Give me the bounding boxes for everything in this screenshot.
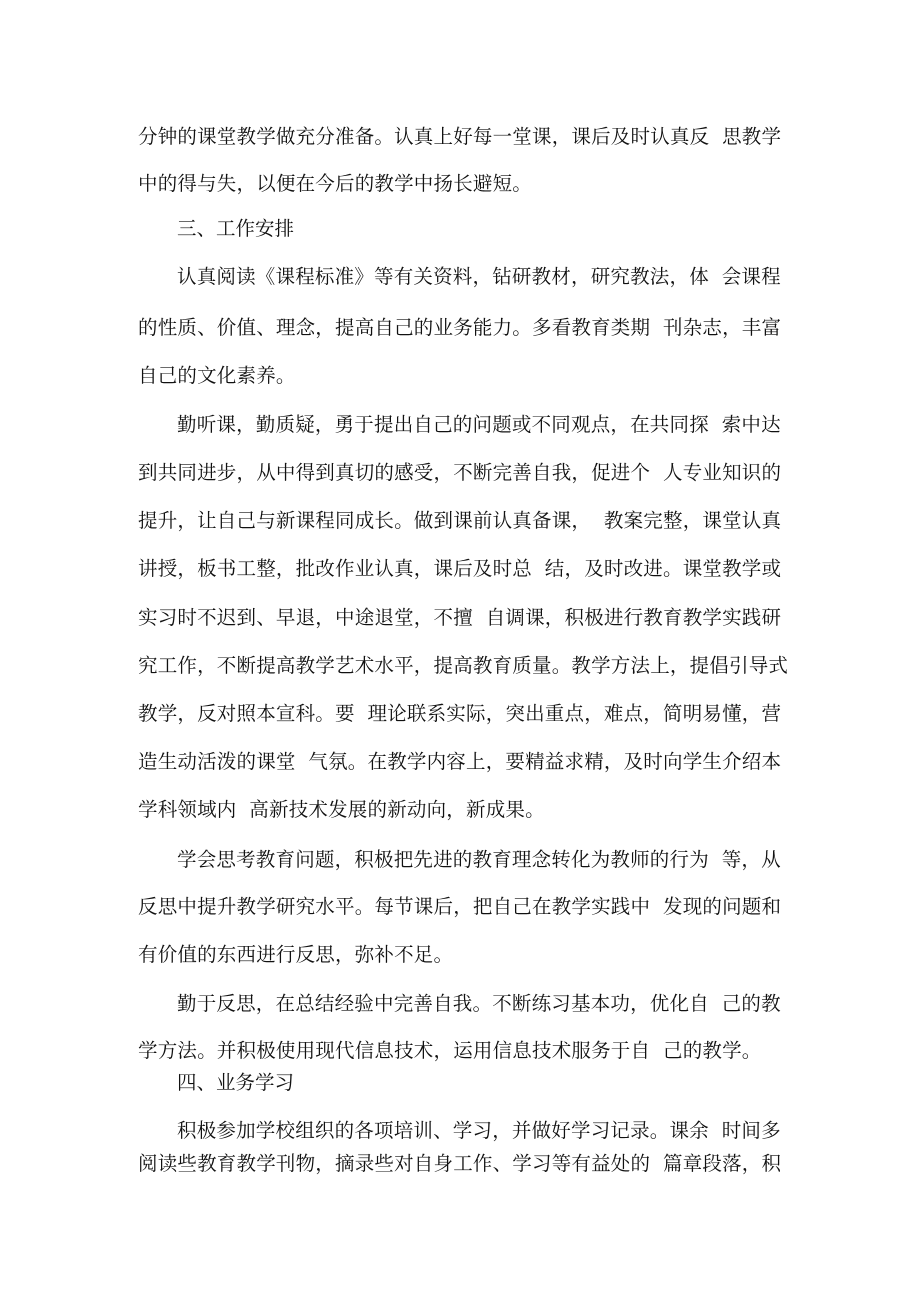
text-line: 教学，反对照本宣科。要 理论联系实际，突出重点，难点，简明易懂，营 <box>138 702 782 725</box>
text-line: 到共同进步，从中得到真切的感受，不断完善自我，促进个 人专业知识的 <box>138 461 782 484</box>
text-line: 学会思考教育问题，积极把先进的教育理念转化为教师的行为 等，从 <box>177 848 781 871</box>
text-line: 积极参加学校组织的各项培训、学习，并做好学习记录。课余 时间多 <box>177 1119 781 1142</box>
text-line: 勤于反思，在总结经验中完善自我。不断练习基本功，优化自 己的教 <box>177 992 781 1015</box>
text-line: 反思中提升教学研究水平。每节课后，把自己在教学实践中 发现的问题和 <box>138 895 782 918</box>
text-line: 勤听课，勤质疑，勇于提出自己的问题或不同观点，在共同探 索中达 <box>177 413 781 436</box>
text-line: 的性质、价值、理念，提高自己的业务能力。多看教育类期 刊杂志，丰富 <box>138 316 782 339</box>
text-line: 学科领域内 高新技术发展的新动向，新成果。 <box>138 798 545 821</box>
text-line: 实习时不迟到、早退，中途退堂，不擅 自调课，积极进行教育教学实践研 <box>138 606 782 629</box>
text-line: 讲授，板书工整，批改作业认真，课后及时总 结，及时改进。课堂教学或 <box>138 557 782 580</box>
section-heading-work-arrangement: 三、工作安排 <box>177 217 295 240</box>
text-line: 认真阅读《课程标准》等有关资料，钻研教材，研究教法，体 会课程 <box>177 265 781 288</box>
section-heading-professional-study: 四、业务学习 <box>177 1071 295 1094</box>
text-line: 学方法。并积极使用现代信息技术，运用信息技术服务于自 己的教学。 <box>138 1039 762 1062</box>
text-line: 提升，让自己与新课程同成长。做到课前认真备课， 教案完整，课堂认真 <box>138 509 782 532</box>
text-line: 造生动活泼的课堂 气氛。在教学内容上，要精益求精，及时向学生介绍本 <box>138 750 782 773</box>
text-line: 有价值的东西进行反思，弥补不足。 <box>138 943 454 966</box>
text-line: 自己的文化素养。 <box>138 364 296 387</box>
text-line: 中的得与失，以便在今后的教学中扬长避短。 <box>138 172 533 195</box>
text-line: 究工作，不断提高教学艺术水平，提高教育质量。教学方法上，提倡引导式 <box>138 654 789 677</box>
text-line: 阅读些教育教学刊物，摘录些对自身工作、学习等有益处的 篇章段落，积 <box>138 1152 782 1175</box>
text-line: 分钟的课堂教学做充分准备。认真上好每一堂课，课后及时认真反 思教学 <box>138 125 782 148</box>
